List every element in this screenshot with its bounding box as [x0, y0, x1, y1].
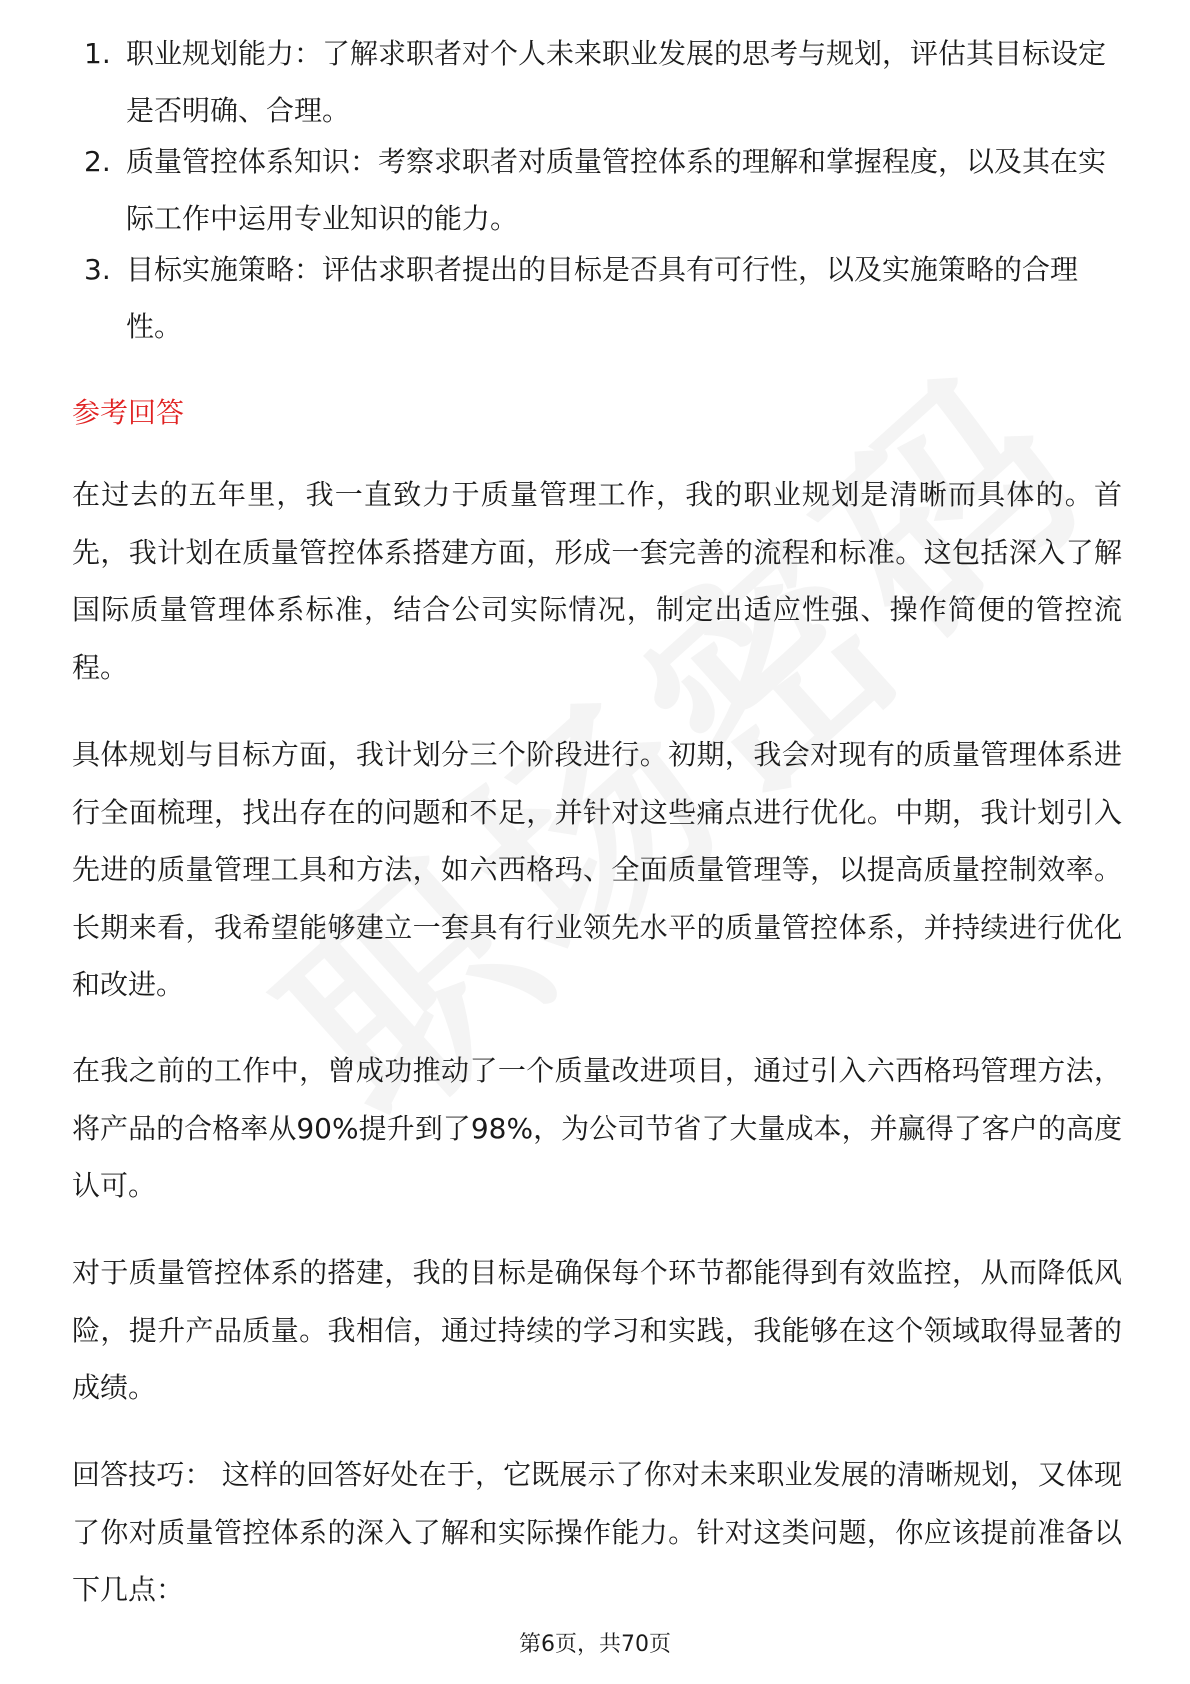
list-text: 目标实施策略：评估求职者提出的目标是否具有可行性，以及实施策略的合理性。: [126, 253, 1079, 343]
answer-paragraph: 在我之前的工作中，曾成功推动了一个质量改进项目，通过引入六西格玛管理方法，将产品的合格率从90%提升到了98%，为公司节省了大量成本，并赢得了客户的高度认可。: [72, 1054, 1122, 1202]
answer-paragraph: 具体规划与目标方面，我计划分三个阶段进行。初期，我会对现有的质量管理体系进行全面梳理，找出存在的问题和不足，并针对这些痛点进行优化。中期，我计划引入先进的质量管理工具和方法，如六西格玛、全面质量管理等，以提高质量控制效率。长期来看，我希望能够建立一套具有行业领先水平的质量管控体系，并持续进行优化和改进。: [72, 738, 1122, 1001]
list-number: 1.: [84, 37, 111, 70]
list-number: 3.: [84, 253, 111, 286]
list-number: 2.: [84, 145, 111, 178]
section-title: 参考回答: [72, 396, 185, 429]
list-text: 质量管控体系知识：考察求职者对质量管控体系的理解和掌握程度，以及其在实际工作中运用专业知识的能力。: [126, 145, 1107, 235]
list-text: 职业规划能力：了解求职者对个人未来职业发展的思考与规划，评估其目标设定是否明确、合理。: [126, 37, 1107, 127]
answer-paragraph: 对于质量管控体系的搭建，我的目标是确保每个环节都能得到有效监控，从而降低风险，提升产品质量。我相信，通过持续的学习和实践，我能够在这个领域取得显著的成绩。: [72, 1256, 1122, 1404]
tips-paragraph: 回答技巧： 这样的回答好处在于，它既展示了你对未来职业发展的清晰规划，又体现了你对质量管控体系的深入了解和实际操作能力。针对这类问题，你应该提前准备以下几点：: [72, 1458, 1122, 1606]
page-number: 第6页，共70页: [519, 1632, 671, 1657]
answer-paragraph: 在过去的五年里，我一直致力于质量管理工作，我的职业规划是清晰而具体的。首先，我计划在质量管控体系搭建方面，形成一套完善的流程和标准。这包括深入了解国际质量管理体系标准，结合公司实际情况，制定出适应性强、操作简便的管控流程。: [72, 478, 1122, 684]
